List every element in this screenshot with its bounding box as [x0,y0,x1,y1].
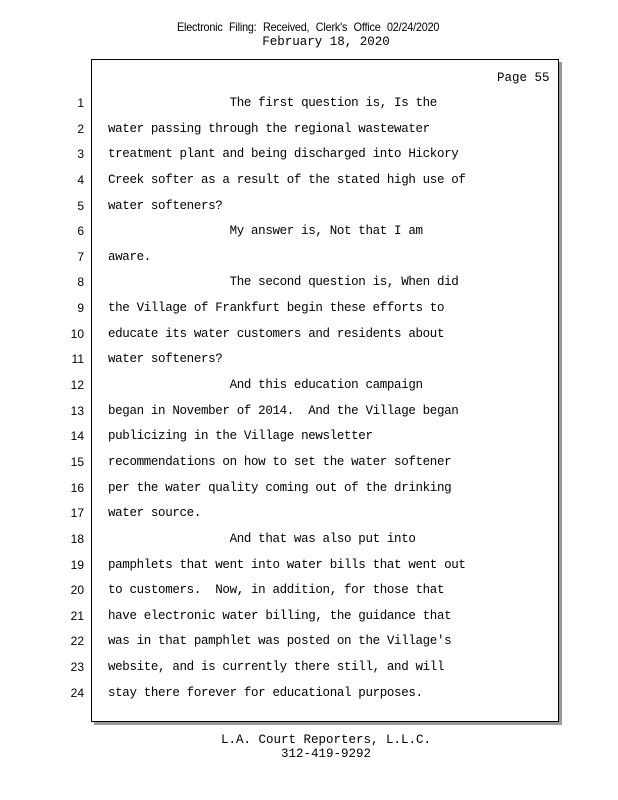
line-number: 17 [70,506,84,521]
page-number: Page 55 [497,71,550,85]
court-reporter-name: L.A. Court Reporters, L.L.C. [220,733,432,747]
transcript-line: And this education campaign [108,378,423,393]
line-number: 22 [70,634,84,649]
transcript-line: My answer is, Not that I am [108,224,423,239]
electronic-filing-stamp: Electronic Filing: Received, Clerk's Office 02/24/2020 [176,20,440,34]
line-number: 14 [70,429,84,444]
transcript-line: educate its water customers and residents about [108,326,445,341]
transcript-line: water source. [108,506,201,521]
line-number: 19 [70,557,84,572]
transcript-line: aware. [108,249,151,264]
line-number: 11 [71,352,84,367]
transcript-line: pamphlets that went into water bills that went out [108,557,466,572]
line-number: 13 [70,403,84,418]
line-number: 3 [77,147,84,162]
transcript-line: recommendations on how to set the water softener [108,454,452,469]
transcript-line: per the water quality coming out of the drinking [108,480,452,495]
line-number: 5 [77,198,84,213]
line-number: 9 [77,301,84,316]
transcript-line: water softeners? [108,352,223,367]
transcript-line: have electronic water billing, the guidance that [108,608,452,623]
transcript-line: water passing through the regional wastewater [108,121,430,136]
line-number: 21 [70,608,84,623]
transcript-text [108,95,548,710]
transcript-line: The second question is, When did [108,275,459,290]
line-number: 6 [77,224,84,239]
line-number: 4 [77,172,84,187]
page-footer [0,733,618,761]
transcript-line: website, and is currently there still, and will [108,660,445,675]
transcript-date: February 18, 2020 [262,35,390,49]
line-number: 12 [70,378,84,393]
line-number: 16 [70,480,84,495]
court-reporter-phone: 312-419-9292 [280,747,371,761]
line-number: 15 [70,454,84,469]
transcript-line: The first question is, Is the [108,96,437,110]
line-number: 18 [70,531,84,546]
line-number: 7 [77,249,84,264]
line-number-column [60,95,84,710]
transcript-line: water softeners? [108,198,223,213]
transcript-line: stay there forever for educational purposes. [108,685,423,700]
line-number: 10 [70,326,84,341]
line-number: 8 [77,275,84,290]
line-number: 1 [77,96,84,110]
transcript-line: was in that pamphlet was posted on the Village's [108,634,452,649]
line-number: 20 [70,583,84,598]
transcript-line: began in November of 2014. And the Village began [108,403,459,418]
line-number: 23 [70,660,84,675]
line-number: 24 [70,685,84,700]
transcript-line: treatment plant and being discharged into Hickory [108,147,459,162]
line-number: 2 [77,121,84,136]
transcript-line: the Village of Frankfurt begin these efforts to [108,301,445,316]
transcript-line: Creek softer as a result of the stated high use of [108,172,466,187]
transcript-line: And that was also put into [108,531,416,546]
transcript-line: publicizing in the Village newsletter [108,429,373,444]
transcript-line: to customers. Now, in addition, for those that [108,583,445,598]
